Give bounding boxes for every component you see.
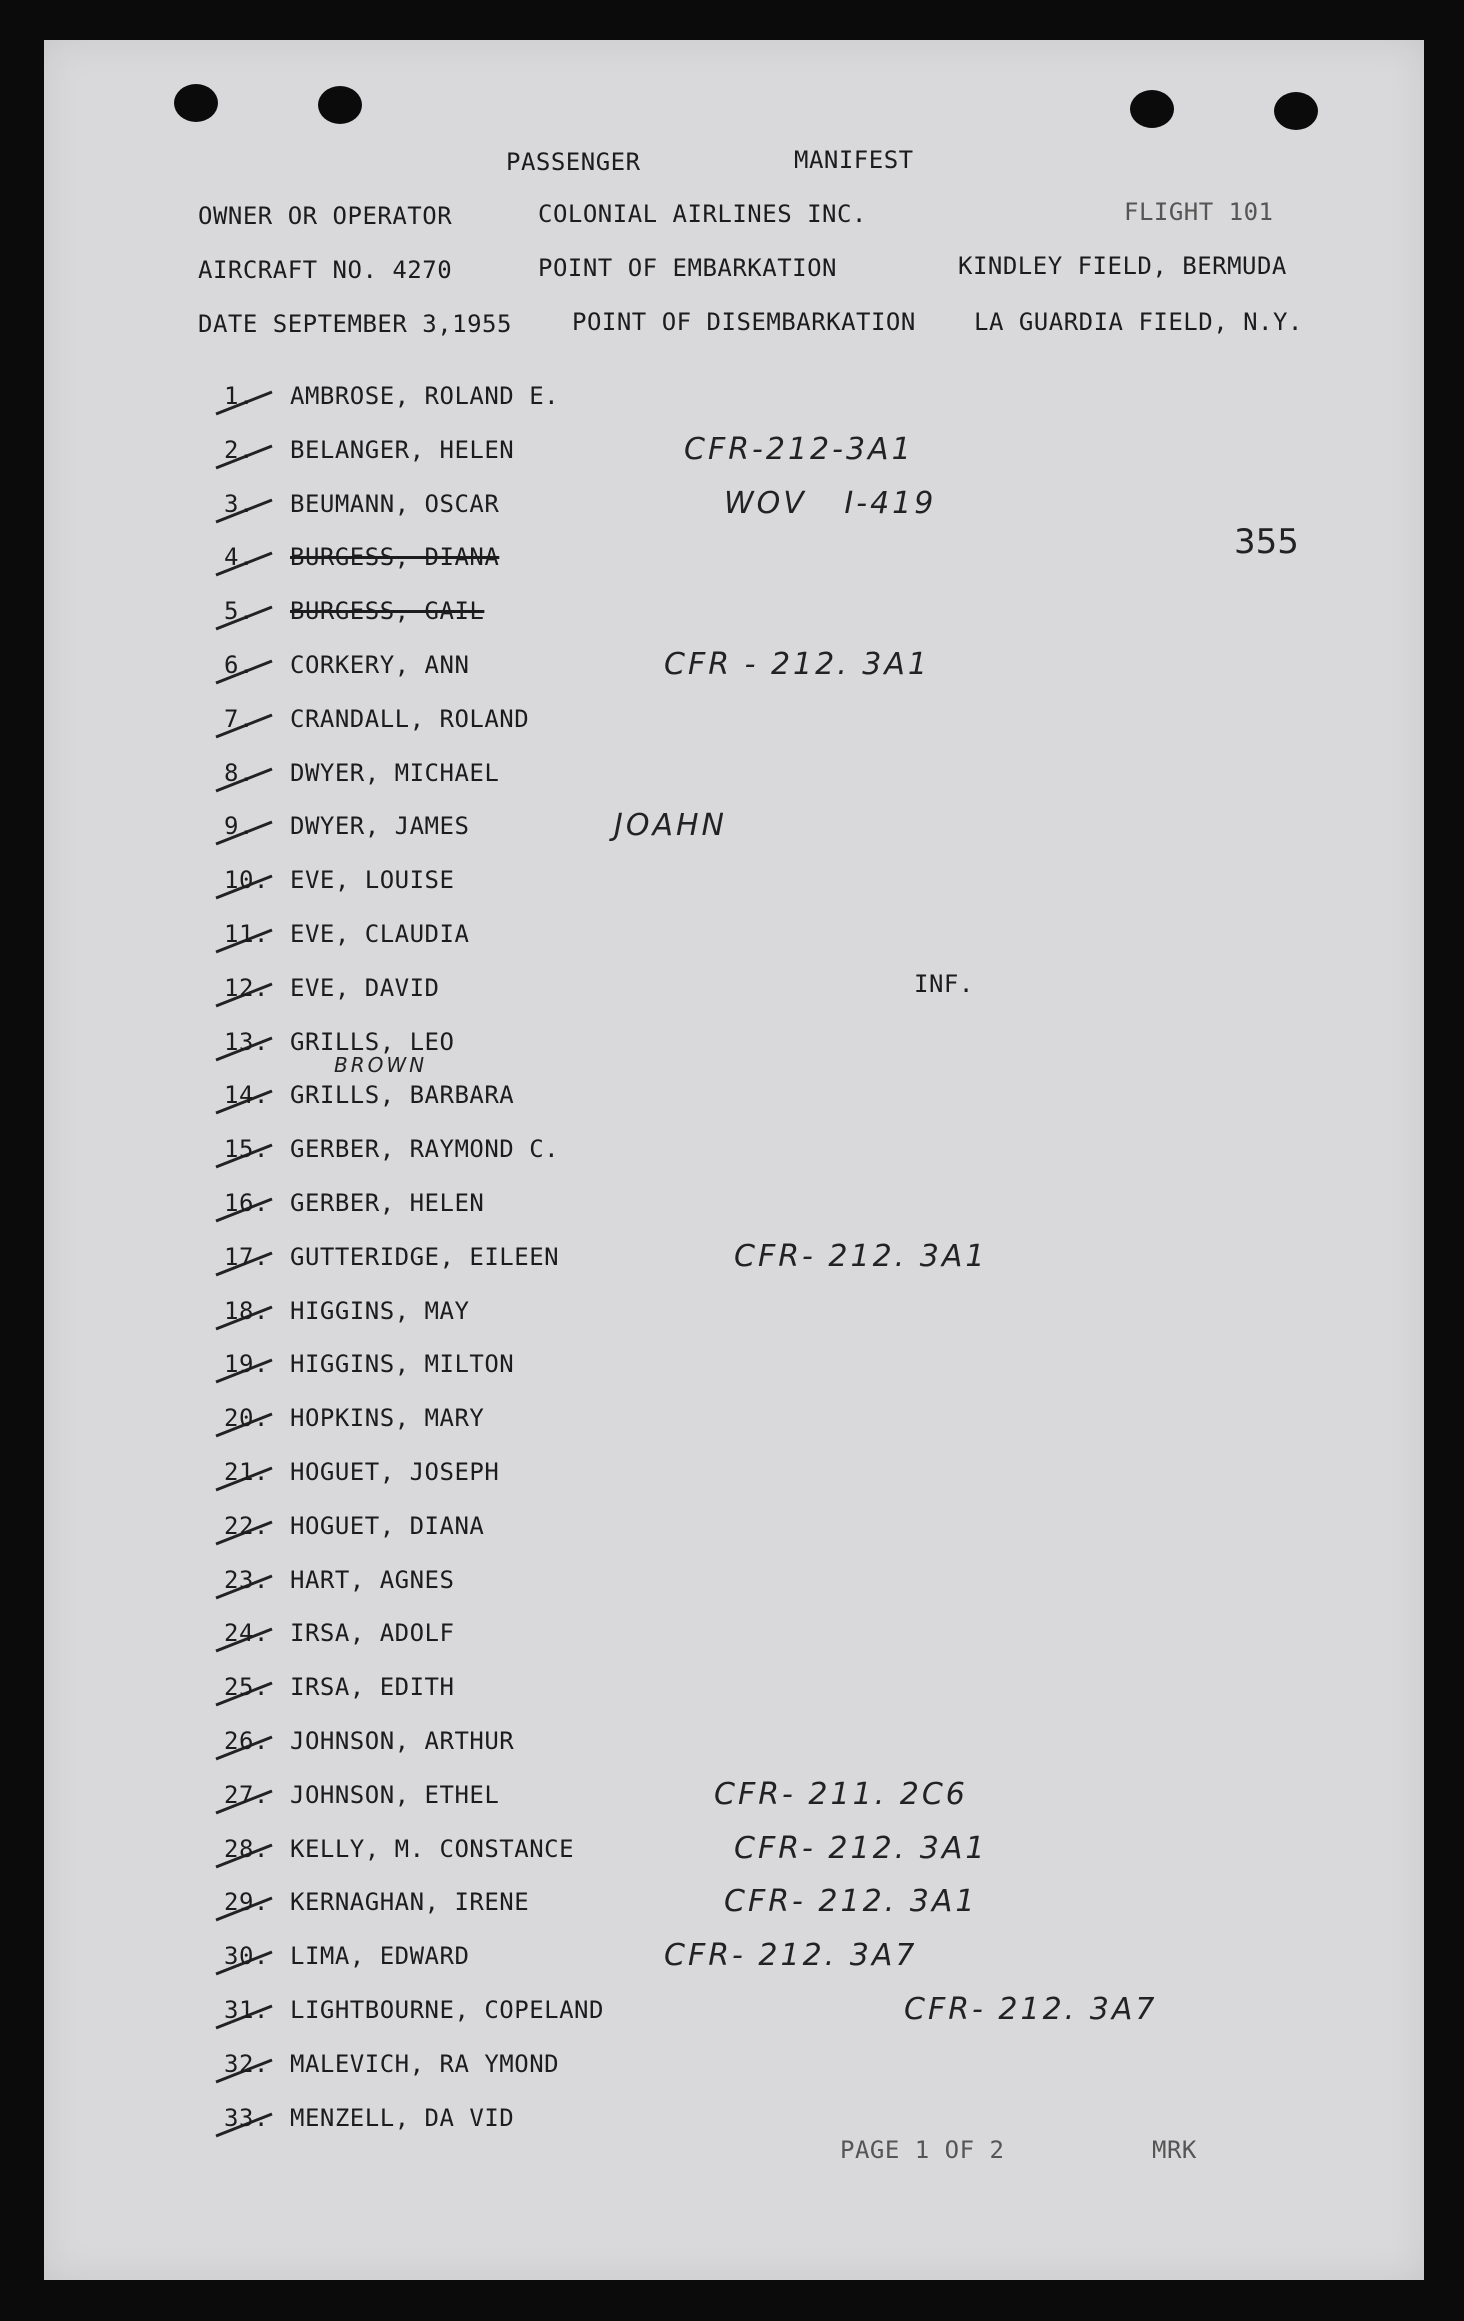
passenger-row <box>194 2104 1294 2144</box>
passenger-name: IRSA, ADOLF <box>290 1619 455 1648</box>
passenger-row <box>194 485 1294 530</box>
passenger-row <box>194 1297 1294 1337</box>
punch-hole-1 <box>174 84 218 122</box>
passenger-number: 4. <box>224 543 254 572</box>
passenger-number: 33. <box>224 2103 269 2132</box>
passenger-row <box>194 1135 1294 1175</box>
passenger-number: 24. <box>224 1619 269 1648</box>
title-manifest: MANIFEST <box>794 146 914 174</box>
manifest-sheet <box>44 40 1424 2280</box>
passenger-row <box>194 969 1294 1014</box>
passenger-name: BURGESS, GAIL <box>290 597 485 626</box>
passenger-row <box>194 647 1294 691</box>
passenger-name: KELLY, M. CONSTANCE <box>290 1834 575 1863</box>
passenger-name: LIGHTBOURNE, COPELAND <box>290 1996 604 2024</box>
page-indicator: PAGE 1 OF 2 <box>840 2136 1005 2164</box>
passenger-number: 13. <box>224 1027 269 1056</box>
passenger-name: LIMA, EDWARD <box>290 1942 470 1971</box>
aircraft-number: AIRCRAFT NO. 4270 <box>198 256 453 284</box>
punch-hole-4 <box>1274 92 1318 130</box>
passenger-name: HOGUET, DIANA <box>290 1511 485 1540</box>
passenger-name: HOPKINS, MARY <box>290 1404 485 1433</box>
passenger-name: HOGUET, JOSEPH <box>290 1458 500 1486</box>
passenger-name: DWYER, JAMES <box>290 812 470 841</box>
handwritten-annotation: BROWN <box>334 1053 428 1078</box>
clerk-initials: MRK <box>1152 2136 1197 2164</box>
handwritten-annotation: CFR- 212. 3A1 <box>734 1238 988 1274</box>
passenger-name: IRSA, EDITH <box>290 1673 455 1702</box>
passenger-name: CRANDALL, ROLAND <box>290 704 530 733</box>
passenger-row <box>194 597 1294 637</box>
handwritten-annotation: CFR- 211. 2C6 <box>714 1776 968 1812</box>
passenger-row <box>194 382 1294 422</box>
passenger-row <box>194 1512 1294 1552</box>
owner-value: COLONIAL AIRLINES INC. <box>538 200 867 228</box>
passenger-row <box>194 759 1294 799</box>
title-passenger: PASSENGER <box>506 148 641 176</box>
stamp-number: 355 <box>1234 522 1299 562</box>
passenger-row <box>194 2050 1294 2090</box>
passenger-number: 17. <box>224 1242 269 1271</box>
handwritten-annotation: CFR- 212. 3A1 <box>734 1830 988 1866</box>
passenger-name: DWYER, MICHAEL <box>290 758 500 787</box>
passenger-number: 11. <box>224 920 269 948</box>
passenger-name: EVE, LOUISE <box>290 866 455 895</box>
passenger-number: 31. <box>224 1996 269 2024</box>
passenger-row <box>194 1053 1294 1121</box>
flight-number: FLIGHT 101 <box>1124 198 1274 226</box>
embark-label: POINT OF EMBARKATION <box>538 254 837 282</box>
passenger-row <box>194 543 1294 583</box>
passenger-name: GUTTERIDGE, EILEEN <box>290 1242 560 1271</box>
passenger-name: GERBER, HELEN <box>290 1189 485 1217</box>
passenger-number: 20. <box>224 1404 269 1433</box>
passenger-row <box>194 920 1294 960</box>
passenger-name: BELANGER, HELEN <box>290 435 515 464</box>
passenger-name: MENZELL, DA VID <box>290 2103 515 2132</box>
passenger-number: 21. <box>224 1458 269 1486</box>
passenger-row <box>194 1884 1294 1928</box>
passenger-name: CORKERY, ANN <box>290 651 470 679</box>
passenger-row <box>194 1673 1294 1713</box>
punch-hole-3 <box>1130 90 1174 128</box>
passenger-row <box>194 1566 1294 1606</box>
passenger-remark: INF. <box>914 969 974 998</box>
passenger-name: BEUMANN, OSCAR <box>290 489 500 518</box>
passenger-number: 10. <box>224 866 269 895</box>
passenger-number: 9. <box>224 812 254 841</box>
passenger-number: 32. <box>224 2049 269 2078</box>
passenger-name: EVE, CLAUDIA <box>290 920 470 948</box>
passenger-row <box>194 1992 1294 2036</box>
passenger-name: HIGGINS, MILTON <box>290 1350 515 1379</box>
passenger-number: 25. <box>224 1673 269 1702</box>
passenger-name: HART, AGNES <box>290 1565 455 1594</box>
passenger-number: 1. <box>224 382 254 410</box>
passenger-number: 14. <box>224 1081 269 1110</box>
disembark-value: LA GUARDIA FIELD, N.Y. <box>974 308 1303 336</box>
owner-label: OWNER OR OPERATOR <box>198 202 453 230</box>
passenger-name: MALEVICH, RA YMOND <box>290 2049 560 2078</box>
passenger-row <box>194 1238 1294 1283</box>
handwritten-annotation: CFR- 212. 3A7 <box>904 1992 1158 2027</box>
passenger-number: 7. <box>224 704 254 733</box>
handwritten-annotation: CFR- 212. 3A7 <box>664 1938 918 1974</box>
passenger-number: 18. <box>224 1296 269 1325</box>
passenger-number: 2. <box>224 435 254 464</box>
punch-hole-2 <box>318 86 362 124</box>
handwritten-annotation: WOV I-419 <box>724 485 937 521</box>
handwritten-annotation: CFR- 212. 3A1 <box>724 1884 978 1920</box>
passenger-row <box>194 705 1294 745</box>
passenger-number: 29. <box>224 1888 269 1917</box>
passenger-number: 23. <box>224 1565 269 1594</box>
passenger-row <box>194 1776 1294 1821</box>
passenger-number: 3. <box>224 489 254 518</box>
passenger-number: 30. <box>224 1942 269 1971</box>
passenger-row <box>194 1619 1294 1659</box>
passenger-number: 12. <box>224 973 269 1002</box>
passenger-number: 6. <box>224 651 254 679</box>
passenger-name: JOHNSON, ETHEL <box>290 1780 500 1809</box>
passenger-name: AMBROSE, ROLAND E. <box>290 382 560 410</box>
passenger-name: EVE, DAVID <box>290 973 440 1002</box>
passenger-row <box>194 1404 1294 1444</box>
passenger-row <box>194 808 1294 852</box>
passenger-name: KERNAGHAN, IRENE <box>290 1888 530 1917</box>
passenger-name: GERBER, RAYMOND C. <box>290 1135 560 1164</box>
passenger-row <box>194 866 1294 906</box>
passenger-name: JOHNSON, ARTHUR <box>290 1727 515 1755</box>
handwritten-annotation: CFR - 212. 3A1 <box>664 647 930 682</box>
handwritten-annotation: CFR-212-3A1 <box>684 431 914 467</box>
passenger-row <box>194 1350 1294 1390</box>
handwritten-annotation: JOAHN <box>614 808 727 844</box>
disembark-label: POINT OF DISEMBARKATION <box>572 308 916 336</box>
passenger-row <box>194 1458 1294 1498</box>
passenger-number: 27. <box>224 1780 269 1809</box>
passenger-number: 19. <box>224 1350 269 1379</box>
passenger-name: BURGESS, DIANA <box>290 543 500 572</box>
passenger-name: GRILLS, LEO <box>290 1027 455 1056</box>
embark-value: KINDLEY FIELD, BERMUDA <box>958 252 1287 280</box>
passenger-number: 28. <box>224 1834 269 1863</box>
passenger-row <box>194 1938 1294 1982</box>
passenger-number: 5. <box>224 597 254 626</box>
passenger-row <box>194 1830 1294 1875</box>
passenger-number: 22. <box>224 1511 269 1540</box>
passenger-row <box>194 431 1294 476</box>
passenger-name: HIGGINS, MAY <box>290 1296 470 1325</box>
passenger-number: 15. <box>224 1135 269 1164</box>
passenger-name: GRILLS, BARBARA <box>290 1081 515 1110</box>
passenger-number: 16. <box>224 1189 269 1217</box>
passenger-row <box>194 1189 1294 1229</box>
passenger-row <box>194 1727 1294 1767</box>
passenger-number: 26. <box>224 1727 269 1755</box>
passenger-number: 8. <box>224 758 254 787</box>
flight-date: DATE SEPTEMBER 3,1955 <box>198 310 512 338</box>
